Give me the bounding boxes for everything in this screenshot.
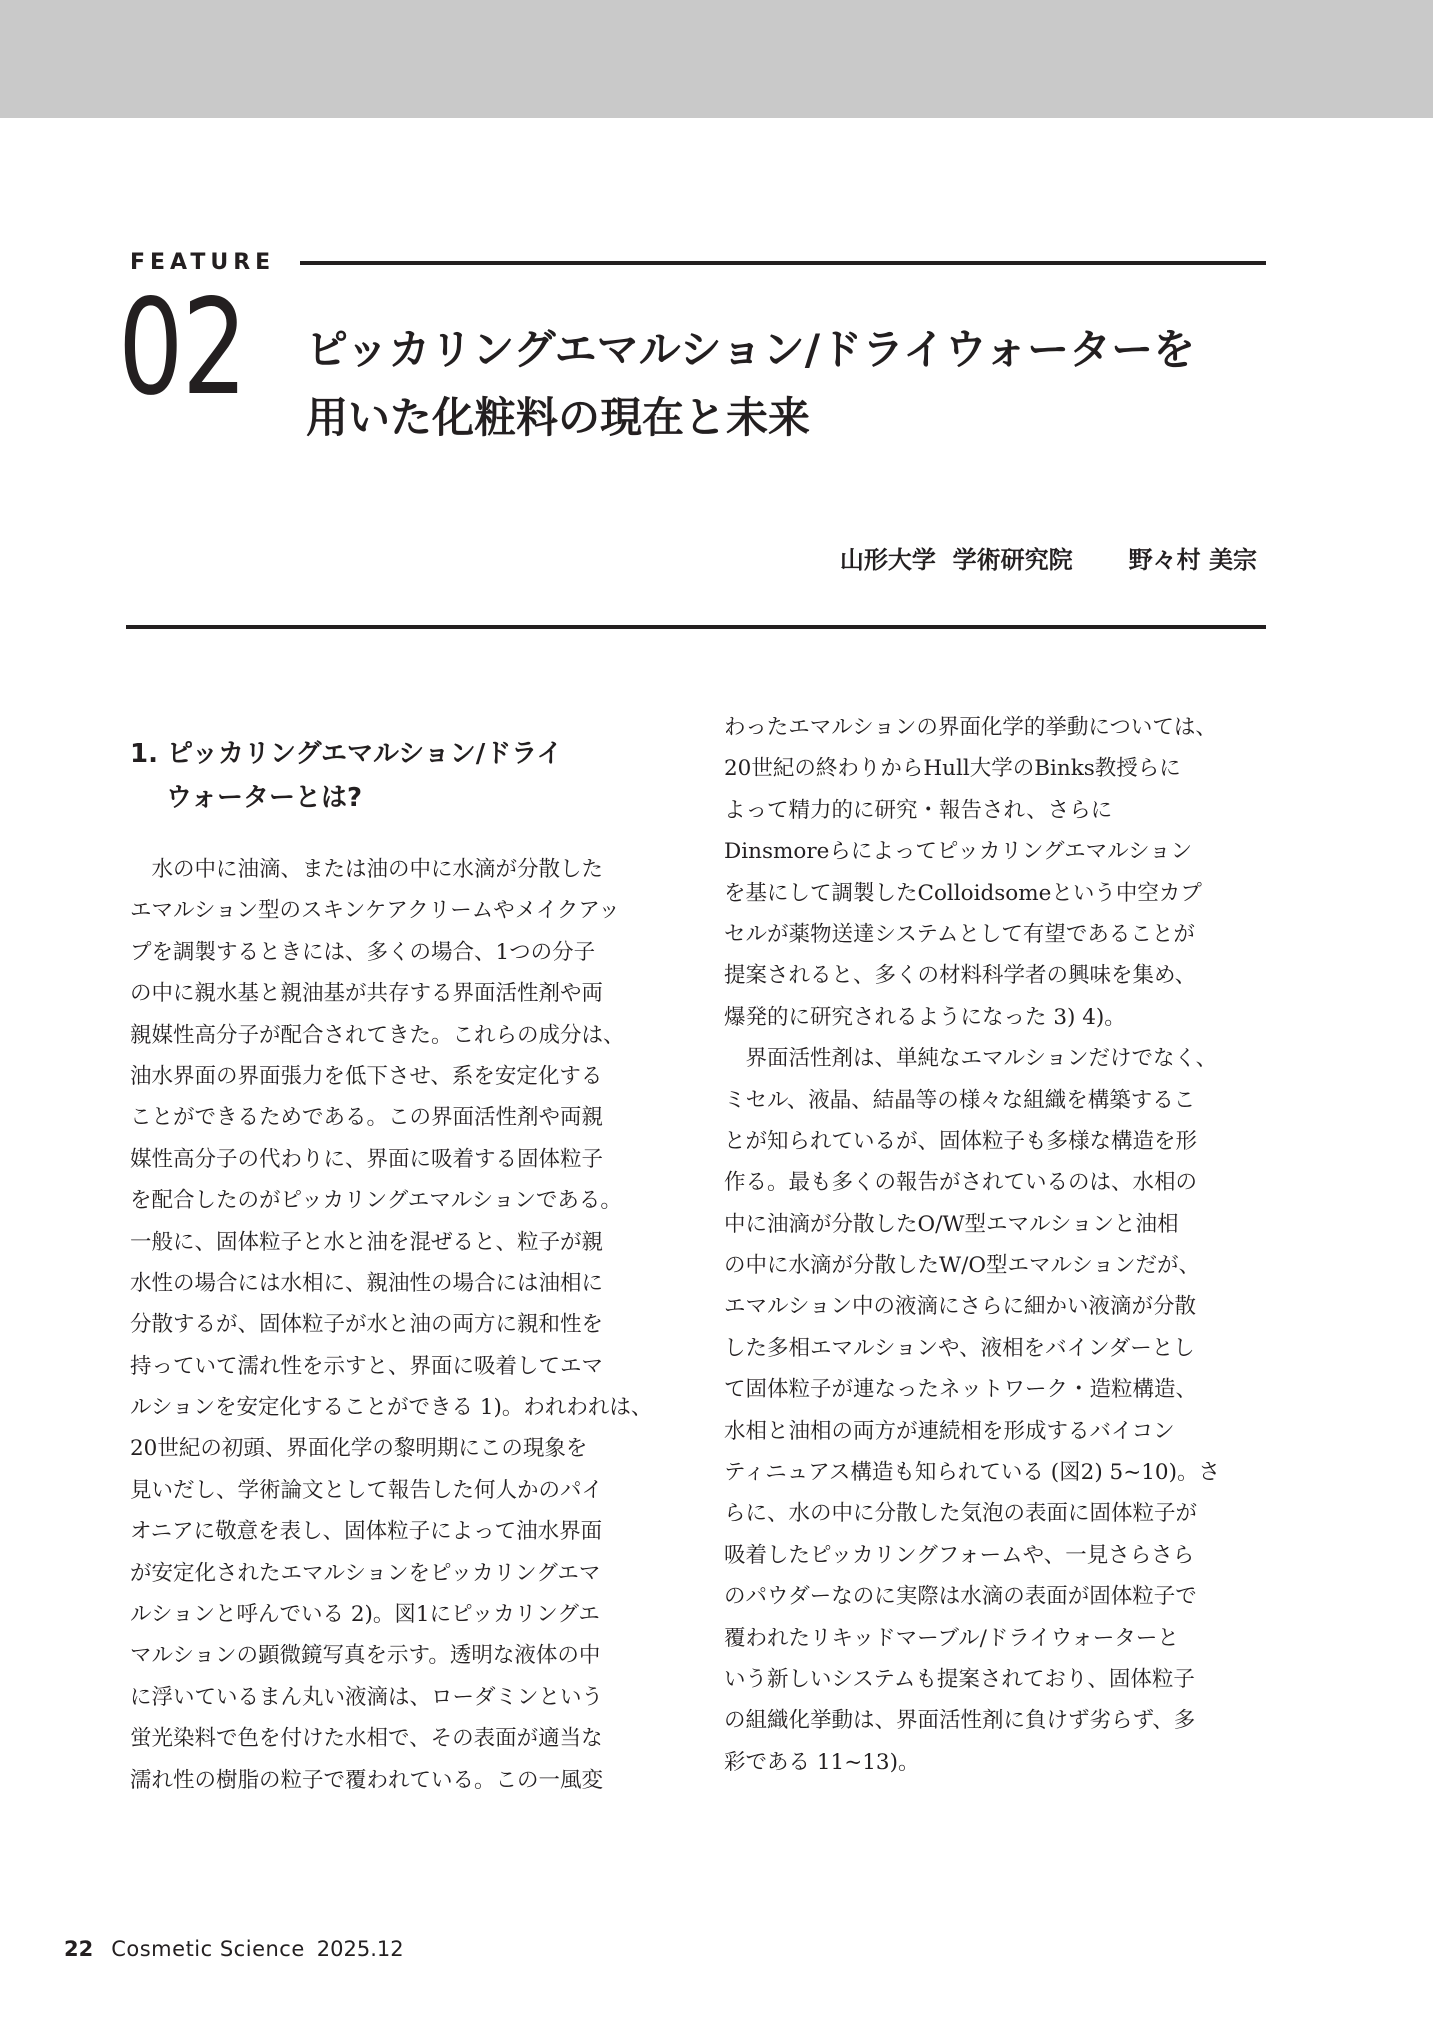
- text-line: 中に油滴が分散したO/W型エマルションと油相: [724, 1211, 1179, 1237]
- text-line: のパウダーなのに実際は水滴の表面が固体粒子で: [724, 1584, 1197, 1610]
- text-line: 彩である 11~13)。: [724, 1749, 920, 1775]
- text-line: 一般に、固体粒子と水と油を混ぜると、粒子が親: [130, 1229, 604, 1255]
- magazine-name: Cosmetic Science: [111, 1937, 305, 1961]
- text-line: エマルション型のスキンケアクリームやメイクアッ: [130, 898, 620, 924]
- author-rule: [126, 625, 1266, 629]
- text-line: プを調製するときには、多くの場合、1つの分子: [130, 939, 596, 965]
- text-line: に浮いているまん丸い液滴は、ローダミンという: [130, 1684, 604, 1710]
- text-line: 20世紀の初頭、界面化学の黎明期にこの現象を: [130, 1436, 588, 1462]
- text-line: 爆発的に研究されるようになった 3) 4)。: [724, 1004, 1126, 1030]
- text-line: ことができるためである。この界面活性剤や両親: [130, 1105, 604, 1131]
- text-line: が安定化されたエマルションをピッカリングエマ: [130, 1560, 601, 1586]
- text-line: 油水界面の界面張力を低下させ、系を安定化する: [130, 1063, 603, 1089]
- text-line: 水相と油相の両方が連続相を形成するバイコン: [724, 1418, 1175, 1444]
- text-line: とが知られているが、固体粒子も多様な構造を形: [724, 1128, 1198, 1154]
- text-line: Dinsmoreらによってピッカリングエマルション: [724, 839, 1193, 865]
- section-heading: [130, 732, 690, 820]
- text-line: 濡れ性の樹脂の粒子で覆われている。この一風変: [130, 1767, 604, 1793]
- text-line: した多相エマルションや、液相をバインダーとし: [724, 1335, 1195, 1361]
- title-line: ピッカリングエマルション/ドライウォーターを: [306, 325, 1196, 374]
- top-band: [0, 0, 1433, 118]
- text-line: 吸着したピッカリングフォームや、一見さらさら: [724, 1542, 1195, 1568]
- text-line: の中に水滴が分散したW/O型エマルションだが、: [724, 1253, 1201, 1279]
- article-title: [306, 316, 1266, 452]
- issue-date: 2025.12: [316, 1937, 404, 1961]
- affiliation: 山形大学 学術研究院: [839, 546, 1073, 574]
- text-line: オニアに敬意を表し、固体粒子によって油水界面: [130, 1519, 603, 1545]
- text-line: 作る。最も多くの報告がされているのは、水相の: [724, 1170, 1198, 1196]
- left-column: [130, 849, 670, 1801]
- page-footer: [64, 1937, 404, 1961]
- text-line: 媒性高分子の代わりに、界面に吸着する固体粒子: [130, 1146, 604, 1172]
- text-line: 界面活性剤は、単純なエマルションだけでなく、: [724, 1046, 1218, 1072]
- text-line: 見いだし、学術論文として報告した何人かのパイ: [130, 1477, 604, 1503]
- text-line: 提案されると、多くの材料科学者の興味を集め、: [724, 963, 1197, 989]
- text-line: 分散するが、固体粒子が水と油の両方に親和性を: [130, 1312, 604, 1338]
- text-line: よって精力的に研究・報告され、さらに: [724, 797, 1113, 823]
- text-line: ルションと呼んでいる 2)。図1にピッカリングエ: [130, 1602, 600, 1628]
- author-name: 野々村 美宗: [1128, 546, 1257, 574]
- text-line: の組織化挙動は、界面活性剤に負けず劣らず、多: [724, 1708, 1196, 1734]
- right-column: [724, 707, 1266, 1783]
- section-heading-line: ウォーターとは?: [166, 783, 363, 813]
- text-line: の中に親水基と親油基が共存する界面活性剤や両: [130, 981, 604, 1007]
- text-line: 親媒性高分子が配合されてきた。これらの成分は、: [130, 1022, 625, 1048]
- text-line: 水の中に油滴、または油の中に水滴が分散した: [130, 857, 604, 882]
- section-heading-line: 1. ピッカリングエマルション/ドライ: [130, 739, 563, 769]
- author-block: [840, 540, 1257, 575]
- text-line: 水性の場合には水相に、親油性の場合には油相に: [130, 1270, 604, 1296]
- text-line: ルションを安定化することができる 1)。われわれは、: [130, 1395, 653, 1421]
- page-number: 22: [64, 1937, 94, 1961]
- text-line: て固体粒子が連なったネットワーク・造粒構造、: [724, 1377, 1198, 1403]
- text-line: 持っていて濡れ性を示すと、界面に吸着してエマ: [130, 1353, 604, 1379]
- text-line: 20世紀の終わりからHull大学のBinks教授らに: [724, 756, 1181, 782]
- text-line: ミセル、液晶、結晶等の様々な組織を構築するこ: [724, 1087, 1196, 1113]
- feature-number: 02: [118, 271, 246, 425]
- text-line: セルが薬物送達システムとして有望であることが: [724, 921, 1195, 947]
- title-line: 用いた化粧料の現在と未来: [306, 393, 811, 442]
- text-line: を基にして調製したColloidsomeという中空カプ: [724, 880, 1202, 906]
- text-line: を配合したのがピッカリングエマルションである。: [130, 1188, 622, 1214]
- text-line: マルションの顕微鏡写真を示す。透明な液体の中: [130, 1643, 601, 1669]
- text-line: 覆われたリキッドマーブル/ドライウォーターと: [724, 1625, 1179, 1651]
- feature-label: FEATURE: [130, 250, 276, 275]
- text-line: らに、水の中に分散した気泡の表面に固体粒子が: [724, 1501, 1198, 1527]
- text-line: いう新しいシステムも提案されており、固体粒子: [724, 1666, 1195, 1692]
- text-line: ティニュアス構造も知られている (図2) 5~10)。さ: [724, 1460, 1220, 1486]
- feature-rule: [300, 261, 1266, 265]
- text-line: 蛍光染料で色を付けた水相で、その表面が適当な: [130, 1726, 603, 1752]
- text-line: エマルション中の液滴にさらに細かい液滴が分散: [724, 1294, 1197, 1320]
- text-line: わったエマルションの界面化学的挙動については、: [724, 715, 1217, 740]
